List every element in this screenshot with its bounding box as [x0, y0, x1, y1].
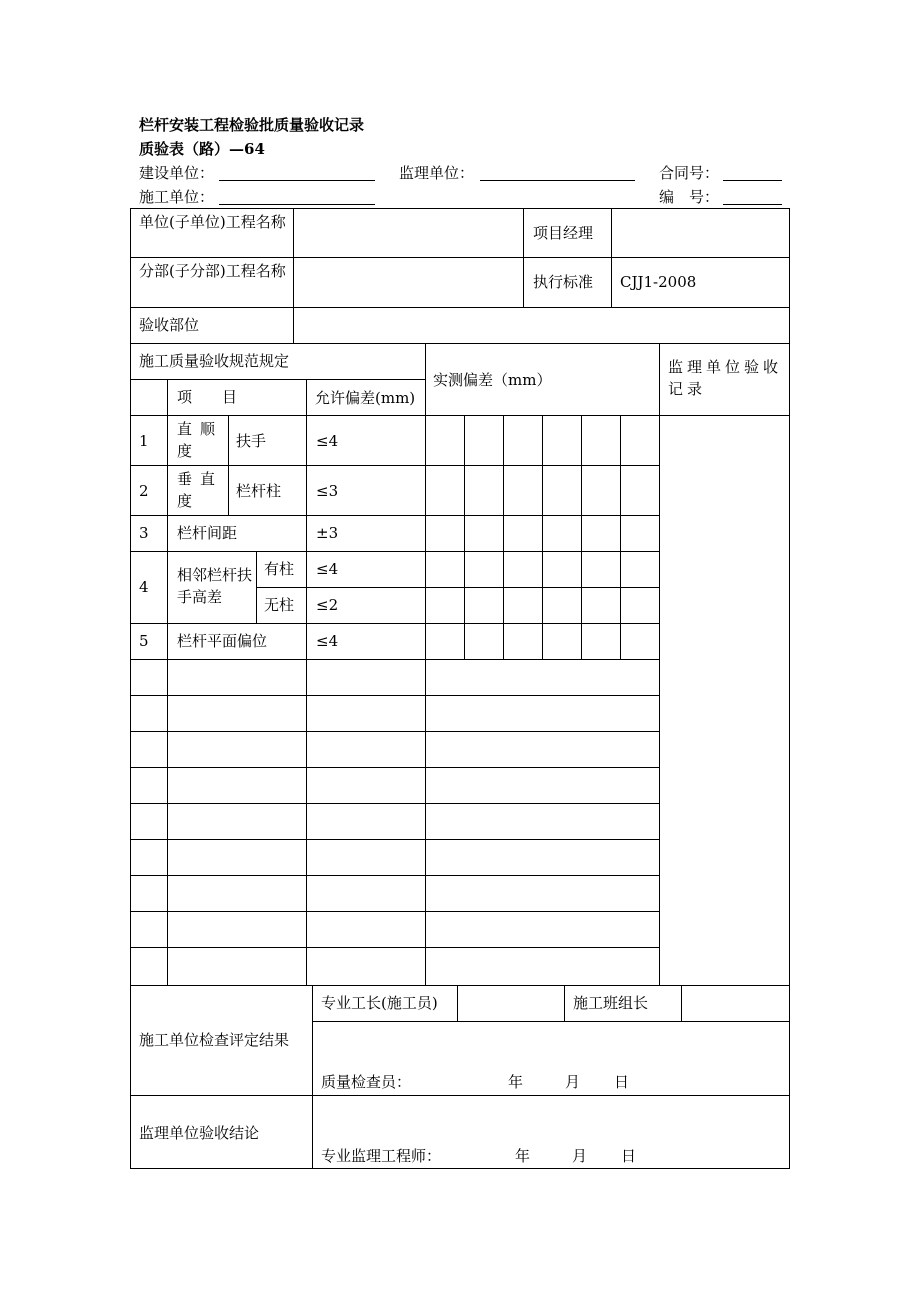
- table-border-top: [130, 208, 790, 209]
- inspector-day: 日: [614, 1073, 630, 1091]
- construction-result-label: 施工单位检查评定结果: [139, 1031, 290, 1049]
- inspector-year: 年: [508, 1073, 524, 1091]
- grid-line: [503, 415, 504, 659]
- table-border-left: [130, 208, 131, 1168]
- project-manager-label: 项目经理: [533, 224, 594, 242]
- foreman-label: 专业工长(施工员): [321, 994, 438, 1012]
- construction-unit-label: 施工单位：: [139, 188, 215, 206]
- grid-line: [228, 415, 229, 515]
- grid-line: [542, 415, 543, 659]
- unit-project-name-label: 单位(子单位)工程名称: [139, 213, 286, 231]
- grid-line: [681, 985, 682, 1021]
- row-4-tolerance-b: ≤2: [316, 596, 339, 614]
- grid-line: [130, 947, 659, 948]
- acceptance-part-label: 验收部位: [139, 316, 200, 334]
- grid-line: [130, 985, 790, 986]
- row-2-item: 垂直度: [177, 470, 224, 510]
- row-3-no: 3: [139, 524, 149, 542]
- grid-line: [130, 515, 659, 516]
- document-title: 栏杆安装工程检验批质量验收记录: [139, 116, 365, 134]
- row-5-tolerance: ≤4: [316, 632, 339, 650]
- row-3-tolerance: ±3: [316, 524, 339, 542]
- row-3-item: 栏杆间距: [177, 524, 238, 542]
- tolerance-header: 允许偏差(mm): [315, 389, 416, 407]
- grid-line: [425, 343, 426, 985]
- row-4-sub-a: 有柱: [264, 560, 295, 578]
- grid-line: [130, 839, 659, 840]
- construction-unit-field[interactable]: [219, 204, 375, 205]
- grid-line: [167, 379, 168, 985]
- row-2-sub: 栏杆柱: [236, 482, 282, 500]
- engineer-month: 月: [572, 1147, 588, 1165]
- supervision-record-header: 监理单位验收记录: [668, 358, 783, 398]
- grid-line: [130, 695, 659, 696]
- team-leader-label: 施工班组长: [573, 994, 649, 1012]
- measured-deviation-header: 实测偏差（mm）: [433, 371, 552, 389]
- grid-line: [564, 985, 565, 1021]
- row-5-item: 栏杆平面偏位: [177, 632, 268, 650]
- row-2-no: 2: [139, 482, 149, 500]
- sub-project-name-label: 分部(子分部)工程名称: [139, 262, 286, 280]
- engineer-year: 年: [515, 1147, 531, 1165]
- grid-line: [130, 911, 659, 912]
- item-header: 项 目: [177, 388, 238, 406]
- row-1-tolerance: ≤4: [316, 432, 339, 450]
- spec-header: 施工质量验收规范规定: [139, 352, 290, 370]
- grid-line: [130, 257, 790, 258]
- grid-line: [659, 343, 660, 985]
- grid-line: [293, 208, 294, 343]
- table-border-bottom: [130, 1168, 790, 1169]
- row-4-item: 相邻栏杆扶手高差: [177, 566, 253, 606]
- grid-line: [130, 379, 425, 380]
- inspector-label: 质量检查员：: [321, 1073, 412, 1091]
- grid-line: [457, 985, 458, 1021]
- grid-line: [130, 343, 790, 344]
- row-2-tolerance: ≤3: [316, 482, 339, 500]
- serial-no-field[interactable]: [723, 204, 782, 205]
- grid-line: [130, 1095, 790, 1096]
- row-4-sub-b: 无柱: [264, 596, 295, 614]
- row-1-no: 1: [139, 432, 149, 450]
- grid-line: [130, 731, 659, 732]
- contract-no-label: 合同号：: [659, 164, 720, 182]
- supervision-unit-label: 监理单位：: [399, 164, 475, 182]
- row-1-item: 直顺度: [177, 420, 224, 460]
- standard-label: 执行标准: [533, 273, 594, 291]
- grid-line: [611, 208, 612, 307]
- grid-line: [256, 587, 659, 588]
- grid-line: [523, 208, 524, 307]
- grid-line: [130, 803, 659, 804]
- grid-line: [312, 985, 313, 1168]
- build-unit-field[interactable]: [219, 180, 375, 181]
- grid-line: [130, 415, 790, 416]
- serial-no-label: 编 号：: [659, 188, 720, 206]
- engineer-day: 日: [621, 1147, 637, 1165]
- grid-line: [130, 307, 790, 308]
- supervision-conclusion-label: 监理单位验收结论: [139, 1124, 260, 1142]
- contract-no-field[interactable]: [723, 180, 782, 181]
- grid-line: [130, 465, 659, 466]
- form-number: 质验表（路）—64: [139, 140, 265, 158]
- grid-line: [620, 415, 621, 659]
- row-1-sub: 扶手: [236, 432, 267, 450]
- standard-value: CJJ1-2008: [620, 273, 697, 291]
- row-5-no: 5: [139, 632, 149, 650]
- table-border-right: [789, 208, 790, 1168]
- inspector-month: 月: [565, 1073, 581, 1091]
- grid-line: [130, 623, 659, 624]
- grid-line: [312, 1021, 790, 1022]
- build-unit-label: 建设单位：: [139, 164, 215, 182]
- supervising-engineer-label: 专业监理工程师：: [321, 1147, 442, 1165]
- grid-line: [130, 551, 659, 552]
- supervision-unit-field[interactable]: [480, 180, 635, 181]
- row-4-no: 4: [139, 578, 149, 596]
- grid-line: [130, 767, 659, 768]
- grid-line: [306, 415, 307, 985]
- grid-line: [464, 415, 465, 659]
- grid-line: [581, 415, 582, 659]
- grid-line: [130, 659, 659, 660]
- grid-line: [130, 875, 659, 876]
- grid-line: [256, 551, 257, 623]
- row-4-tolerance-a: ≤4: [316, 560, 339, 578]
- grid-line: [306, 379, 307, 415]
